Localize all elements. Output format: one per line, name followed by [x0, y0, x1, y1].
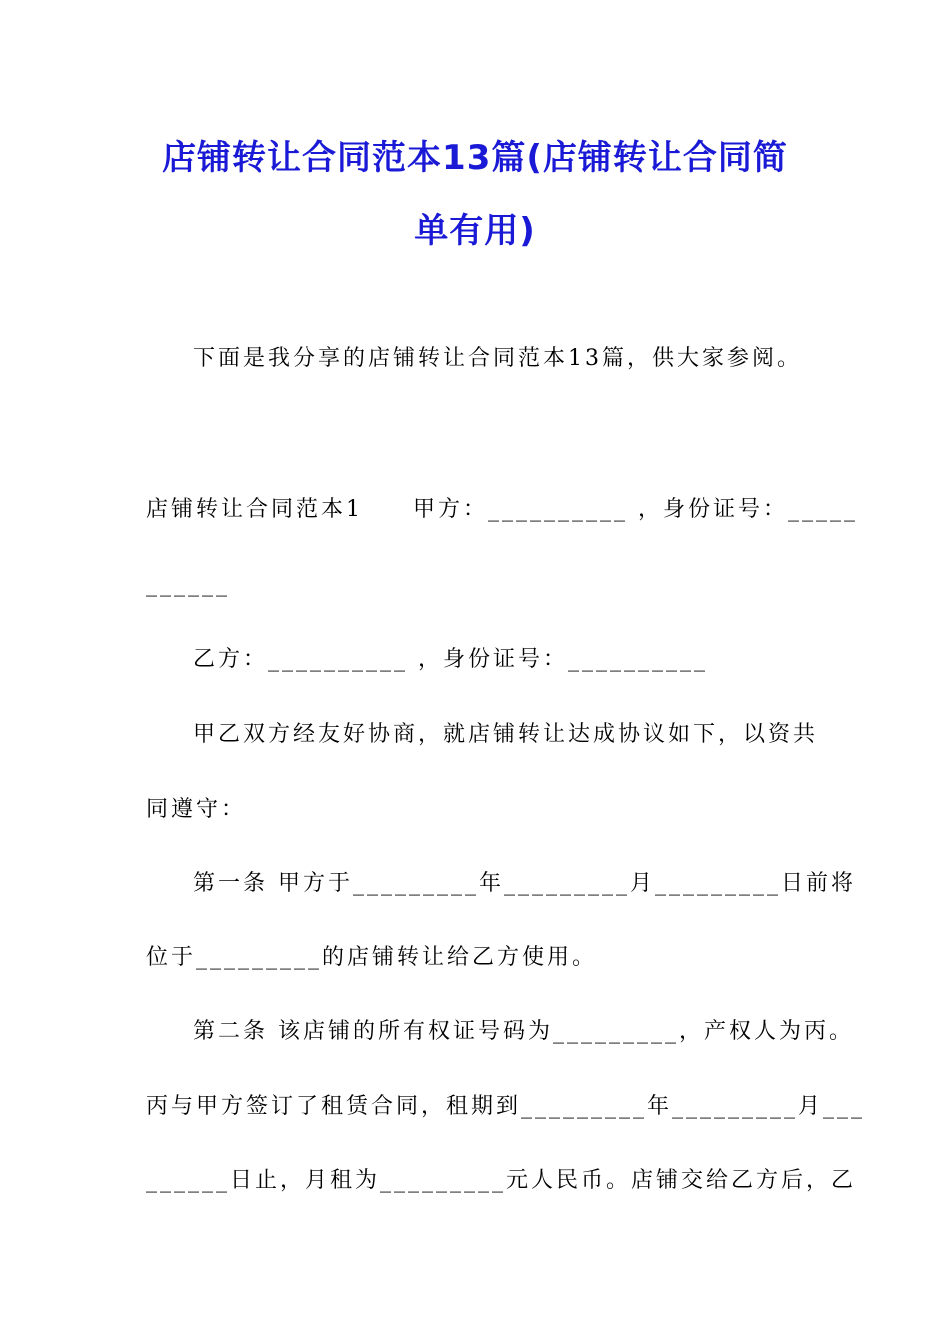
article-1-line: 位于_________的店铺转让给乙方使用。 — [146, 945, 598, 970]
agreement-paragraph-line: 同遵守： — [146, 797, 247, 822]
contract-heading-line: 店铺转让合同范本1 甲方：__________ ，身份证号：_____ — [146, 497, 858, 522]
intro-paragraph: 下面是我分享的店铺转让合同范本13篇，供大家参阅。 — [193, 346, 802, 371]
document-title-line-2: 单有用) — [414, 211, 536, 251]
document-title-line-1: 店铺转让合同范本13篇(店铺转让合同简 — [162, 138, 788, 178]
article-1-line: 第一条 甲方于_________年_________月_________日前将 — [193, 871, 856, 896]
agreement-paragraph-line: 甲乙双方经友好协商，就店铺转让达成协议如下，以资共 — [193, 722, 819, 747]
party-b-line: 乙方：__________ ，身份证号：__________ — [193, 647, 708, 672]
contract-text-line: ______ — [146, 572, 230, 597]
article-2-line: ______日止，月租为_________元人民币。店铺交给乙方后，乙 — [146, 1168, 857, 1193]
article-2-line: 丙与甲方签订了租赁合同，租期到_________年_________月___ — [146, 1094, 866, 1119]
article-2-line: 第二条 该店铺的所有权证号码为_________，产权人为丙。 — [193, 1019, 854, 1044]
